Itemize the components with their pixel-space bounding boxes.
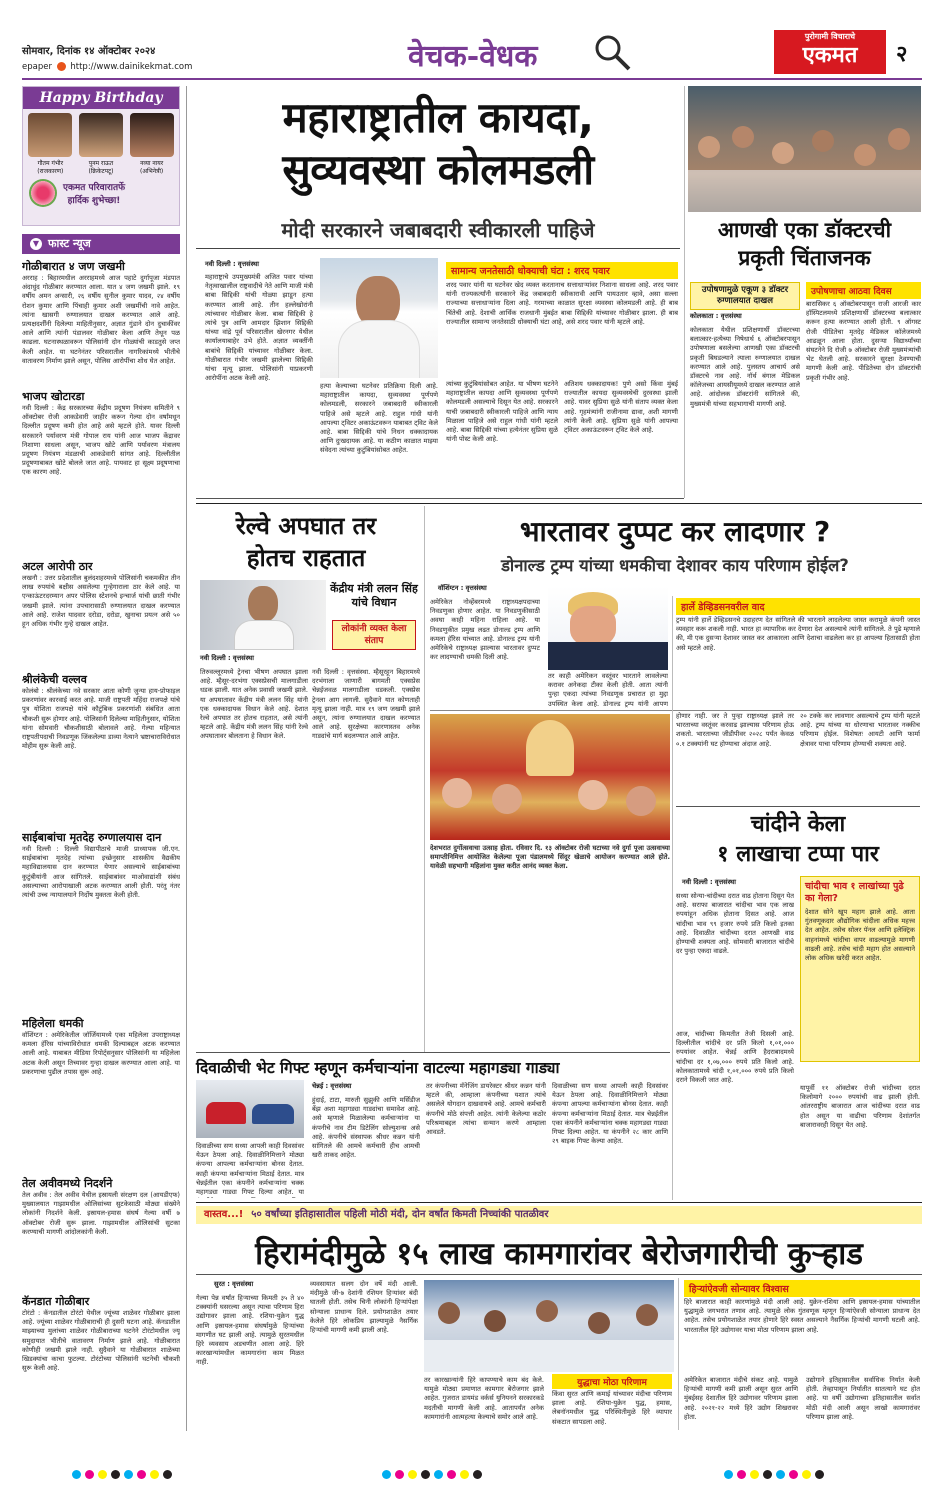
news-title: कॅनडात गोळीबार: [22, 1295, 90, 1308]
magnifier-icon: [592, 32, 632, 72]
silver-headline: [676, 810, 920, 870]
trump-deck: डोनाल्ड ट्रम्प यांच्या धमकीचा देशावर काय परिणाम होईल?: [501, 556, 849, 575]
lab-diamond-text: हिरे बाजारात काही कारणांमुळे मंदी आली आहे. युक्रेन-रशिया आणि इस्रायल-हमास यांच्यातील युद्धामुळे जगभरात तणाव आहे. त्यामुळे लोक गुंतवणूक म्हणून हिऱ्यांऐवजी सोन्याला प्राधान्य देत आहेत. तसेच प्रयोगशाळेत तयार होणारे हिरे स्वस्त असल्याने नैसर्गिक हिऱ्यांची मागणी घटली आहे. भारतातील हिरे उद्योगावर याचा मोठा परिणाम झाला आहे.: [684, 1298, 920, 1334]
doctor-headline-line2: प्रकृती चिंताजनक: [738, 246, 871, 270]
silver-dateline: नवी दिल्ली : वृत्तसंस्था: [682, 878, 736, 886]
railway-sub-line1: केंद्रीय मंत्री ललन सिंह: [330, 582, 418, 595]
lab-diamond-col1: अमेरिकेत बाजारात मंदीचे संकट आहे. यामुळे हिऱ्यांची मागणी कमी झाली असून सुरत आणि मुंबईसह देशातील हिरे उद्योगावर परिणाम झाला आहे. २०२१-२२ मध्ये हिरे उद्योग शिखरावर होता.: [684, 1376, 798, 1421]
birthday-title: Happy Birthday: [23, 87, 179, 109]
durga-festival-photo: [430, 714, 670, 840]
recession-col2: व्यवसायात सलग दोन वर्षे मंदी आली. मंदीमुळे जी-७ देशांनी रशियन हिऱ्यांवर बंदी घातली होती. तसेच चिनी लोकांनी हिऱ्यांपेक्षा सोन्याला प्राधान्य दिले. प्रयोगशाळेत तयार केलेले हिरे लोकप्रिय झाल्यामुळे नैसर्गिक हिऱ्यांची मागणी कमी झाली आहे.: [310, 1280, 418, 1335]
diwali-headline: दिवाळीची भेट गिफ्ट म्हणून कर्मचाऱ्यांना वाटल्या महागड्या गाड्या: [196, 1059, 560, 1077]
silver-top-rule: [676, 806, 920, 807]
trump-col1: अमेरिकेत नोव्हेंबरमध्ये राष्ट्राध्यक्षपदाच्या निवडणुका होणार आहेत. या निवडणुकीसाठी अवघा काही महिना राहिला आहे. या निवडणुकीत प्रमुख लढत डोनाल्ड ट्रम्प आणि कमला हॅरिस यांच्यात आहे. डोनाल्ड ट्रम्प यांनी अमेरिकेचे राष्ट्राध्यक्ष झाल्यास भारतावर दुप्पट कर लादण्याची धमकी दिली आहे.: [430, 598, 540, 662]
epaper-line[interactable]: [22, 62, 192, 72]
birthday-box: [22, 86, 180, 226]
lead-headline-line1: महाराष्ट्रातील कायदा,: [282, 93, 594, 142]
recession-kicker: वास्तव...!: [204, 1209, 244, 1220]
birthday-person-name: गौतम गंभीर: [37, 160, 64, 167]
news-text: वॉशिंग्टन : अमेरिकेतील जॉर्जियामध्ये एका महिलेला उपराष्ट्राध्यक्ष कमला हॅरिस यांच्याविरोधात धमकी दिल्याबद्दल अटक करण्यात आली आहे. याबाबत मीडिया रिपोर्ट्सनुसार पोलिसांनी या महिलेला अटक केली असून तिच्यावर गुन्हा दाखल करण्यात आला आहे. या प्रकरणाचा पुढील तपास सुरू आहे.: [22, 1031, 180, 1076]
recession-headline-rule: [196, 1274, 922, 1275]
recession-strap: [196, 1206, 922, 1224]
birthday-wish-line2: हार्दिक शुभेच्छा!: [67, 196, 121, 206]
birthday-person-role: (क्रिकेटपटू): [88, 168, 114, 175]
masthead-date: सोमवार, दिनांक १४ ऑक्टोबर २०२४: [22, 46, 156, 57]
harley-strap: हार्ले डेव्हिडसनवरील वाद: [676, 598, 920, 615]
recession-headline: हिरामंदीमुळे १५ लाख कामगारांवर बेरोजगारीची कुऱ्हाड: [255, 1236, 863, 1272]
doctor-box2: उपोषणाचा आठवा दिवस: [806, 282, 921, 299]
birthday-person: [26, 113, 74, 175]
upper-section-rule: [196, 503, 922, 504]
fast-news-title: फास्ट न्यूज: [48, 237, 91, 250]
silver-col2: आज, चांदीच्या किमतीत तेजी दिसली आहे. दिल्लीतील चांदीचे दर प्रति किलो १,०१,००० रुपयांवर आहेत. चेन्नई आणि हैदराबादमध्ये चांदीचा दर १,०७,००० रुपये प्रति किलो आहे. कोलकातामध्ये चांदी १,०१,००० रुपये प्रति किलो दराने विकली जात आहे.: [676, 1030, 794, 1085]
avatar: [28, 113, 72, 157]
pawar-text1: शरद पवार यांनी या घटनेवर खेद व्यक्त करतानाच सत्ताधाऱ्यांवर निशाना साधला आहे. शरद पवार यांनी राज्यकर्त्यांनी सरकारने केंद्र जबाबदारी स्वीकारावी आणि पायउतार व्हावे, असा सल्ला राज्याच्या सत्ताधाऱ्यांना दिला आहे. गरमाच्या काळात सुरक्षा व्यवस्था कोलमडली आहे. ही बाब चिंतेची आहे. देशाची आर्थिक राजधानी मुंबईत बाबा सिद्दिकी यांच्यावर गोळीबार झाला. ही बाब राज्यातील सामान्य जनतेसाठी धोक्याची घंटा आहे, असे शरद पवार यांनी म्हटले आहे.: [446, 281, 678, 326]
list-item: [22, 1294, 180, 1429]
birthday-person: [77, 113, 125, 175]
birthday-person-role: (राजकारण): [37, 168, 64, 175]
diwali-col3: दिवाळीच्या सण सध्या आपली काही दिवसांवर येऊन ठेपला आहे. दिवाळीनिमित्ताने मोठ्या कंपन्या आपल्या कर्मचाऱ्यांना बोनस देतात. काही कंपन्या कर्मचाऱ्यांना मिठाई देतात. मात्र चेन्नईतील एका कंपनीने कर्मचाऱ्यांना चक्क महागड्या गाड्या गिफ्ट दिल्या आहेत. या कंपनीने २८ कार आणि २९ बाइक गिफ्ट केल्या आहेत.: [552, 1082, 668, 1146]
avatar: [130, 113, 174, 157]
news-title: श्रीलंकेची वल्लव: [22, 673, 87, 686]
section-title-part1: वेचक-: [408, 39, 480, 74]
silver-divider: [672, 596, 673, 1200]
list-item: [22, 1016, 180, 1173]
recession-top-rule: [196, 1202, 922, 1203]
trump-bottom-rule: [430, 710, 920, 711]
durga-caption: देशभरात दुर्गोत्सवाचा उत्साह होता. रविवार दि. १३ ऑक्टोबर रोजी घटाच्या नवे दुर्गा पूजा उत्सवाच्या समाप्तीनिमित्त आयोजित केलेल्या पूजा पंडालमध्ये सिंदूर खेळाचे आयोजन करण्यात आले होते. यावेळी सहभागी महिलांना मुक्त करीत आनंद व्यक्त केला.: [430, 844, 670, 871]
harley-col1: होणार नाही. जर ते पुन्हा राष्ट्राध्यक्ष झाले तर भारताच्या वस्तूंवर करवाढ झाल्यास परिणाम होऊ शकतो. भारताच्या जीडीपीवर २०२८ पर्यंत केवळ ०.१ टक्क्यांनी घट होण्याचा अंदाज आहे.: [676, 712, 794, 748]
diamond-workers-photo: [424, 1280, 674, 1372]
silver-box-text: देशात सोने खूप महाग झाले आहे. आता गुंतवणूकदार औद्योगिक चांदीला अधिक महत्त्व देत आहेत. तसेच सोलर पॅनल आणि इलेक्ट्रिक वाहनांमध्ये चांदीचा वापर वाढल्यामुळे मागणी वाढली आहे. तसेच चांदी महाग होत असल्याने लोक अधिक खरेदी करत आहेत.: [805, 908, 915, 963]
recession-divider: [678, 1278, 679, 1430]
recession-col1: गेल्या पेन्न वर्षांत हिऱ्याच्या किमती ३५ ते ४० टक्क्यांनी घसरल्या असून त्याचा परिणाम हिरा उद्योगावर झाला आहे. रशिया-युक्रेन युद्ध आणि इस्रायल-हमास संघर्षामुळे हिऱ्यांच्या मागणीत घट झाली आहे. त्यामुळे सुरतमधील हिरे व्यवसाय अडचणीत आला आहे. हिरे कारखान्यांमधील कामगारांना काम मिळत नाही.: [196, 1294, 304, 1367]
news-title: भाजप खोटारडा: [22, 390, 85, 403]
lab-diamond-strap: हिऱ्यांऐवजी सोन्यावर विश्वास: [684, 1280, 920, 1297]
diwali-col1: दिवाळीच्या सण सध्या आपली काही दिवसांवर येऊन ठेपला आहे. दिवाळीनिमित्ताने मोठ्या कंपन्या आपल्या कर्मचाऱ्यांना बोनस देतात. काही कंपन्या कर्मचाऱ्यांना मिठाई देतात. मात्र चेन्नईतील एका कंपनीने कर्मचाऱ्यांना चक्क महागड्या गाड्या गिफ्ट दिल्या आहेत. या: [196, 1142, 304, 1197]
trump-headline: भारतावर दुप्पट कर लादणार ?: [519, 515, 831, 548]
birthday-person-name: नव्या नायर: [140, 160, 164, 167]
railway-col1: तिरुवल्लूरमध्ये ट्रेनचा भीषण अपघात झाला आहे. म्हैसूर-दरभंगा एक्सप्रेसची मालगाडीला धडक झाली. यात अनेक प्रवासी जखमी झाले. या अपघातावर केंद्रीय मंत्री ललन सिंह यांनी एक धक्कादायक विधान केले आहे. देशात रेल्वे अपघात तर होतच राहतात, असे त्यांनी म्हटले आहे. केंद्रीय मंत्री ललन सिंह यांनी रेल्वे अपघातावर बोलताना हे विधान केले.: [200, 668, 308, 741]
recession-dateline: सुरत : वृत्तसंस्था: [214, 1280, 254, 1288]
news-title: तेल अवीवमध्ये निदर्शने: [22, 1177, 113, 1190]
page-number: २: [896, 42, 908, 67]
diwali-col2: हुंदाई, टाटा, मारुती सुझुकी आणि मर्सिडीज बेंझ अशा महागड्या गाड्यांचा समावेश आहे. असे म्हणाले मिळालेल्या कर्मचाऱ्यांना या कंपनीचे नाव टीम डिटेलिंग सोल्युशन्स असे आहे. कंपनीचे संस्थापक श्रीधर कन्नन यांनी सांगितले की आमचे कर्मचारी हीच आमची खरी ताकद आहेत.: [312, 1096, 420, 1160]
news-title: साईबाबांचा मृतदेह रुग्णालयास दान: [22, 831, 162, 844]
brand-tagline: पुरोगामी विचाराचे: [804, 32, 856, 41]
lead-deck: मोदी सरकारने जबाबदारी स्वीकारली पाहिजे: [281, 218, 595, 242]
list-item: [22, 830, 180, 1013]
pawar-text2: अतिशय धक्कादायक! पुणे असो किंवा मुंबई राज्यातील कायदा सुव्यवस्थेची दुरवस्था झाली आहे. यावर सुप्रिया सुळे यांनी संताप व्यक्त केला आहे. गृहमंत्र्यांनी राजीनामा द्यावा, अशी मागणी त्यांनी केली आहे. सुप्रिया सुळे यांनी आपल्या ट्विटर अकाऊंटवरून ट्विट केले आहे.: [564, 380, 678, 435]
recession-col5: किंवा सुरत आणि कमाई यांच्यावर मंदीचा परिणाम झाला आहे. रशिया-युक्रेन युद्ध, हमास, लेबनॉनमधील युद्ध परिस्थितीमुळे हिरे व्यापार संकटात सापडला आहे.: [552, 1390, 672, 1426]
news-text: अरराह : बिहारमधील अरराहमध्ये आज पहाटे दुर्गापूजा मंडपात अंदाधुंद गोळीबार करण्यात आला. यात ४ जण जखमी झाले. १९ वर्षीय अमन अन्सारी, २६ वर्षीय सुनील कुमार यादव, २४ वर्षीय रोशन कुमार आणि पिंचाही कुमार अशी जखमींची नावे आहेत. त्यांना खासगी रुग्णालयात दाखल करण्यात आले आहे. प्रत्यक्षदर्शींनी दिलेल्या माहितीनुसार, अज्ञात गुंडाने दोन दुचाकींवर आले आणि त्यांनी पंडालवर गोळीबार केला आणि तेथून पळ काढला. घटनास्थळावरून पोलिसांनी दोन गोळ्यांची काडतुसे जप्त केली आहेत. या घटनेनंतर परिसरातील नागरिकांमध्ये भीतीचे वातावरण निर्माण झाले असून, पोलिस आरोपींचा शोध घेत आहेत.: [22, 274, 180, 365]
pawar-strap: सामान्य जनतेसाठी धोक्याची घंटा : शरद पवार: [446, 262, 678, 279]
birthday-person: [128, 113, 176, 175]
railway-headline: [196, 510, 416, 574]
avatar: [79, 113, 123, 157]
globe-icon: [57, 62, 66, 71]
lab-diamond-col2: उद्योगाने इतिहासातील सर्वाधिक निर्यात केली होती. तेव्हापासून निर्यातीत सातत्याने घट होत आहे. या वर्षी उद्योगाच्या इतिहासातील सर्वात मोठी मंदी आली असून लाखो कामगारांवर परिणाम झाला आहे.: [806, 1376, 920, 1421]
doctor-col1: कोलकाता येथील प्रशिक्षणार्थी डॉक्टरच्या बलात्कार-हत्येच्या निषेधार्थ ६ ऑक्टोबरपासून उपोषणाला बसलेल्या आणखी एका डॉक्टरची प्रकृती बिघडल्याने त्याला रुग्णालयात दाखल करण्यात आले आहे. पुलस्तय आचार्य असे डॉक्टरचे नाव आहे. नॉर्थ बंगाल मेडिकल कॉलेजच्या आयसीयूमध्ये दाखल करण्यात आले आहे. आंदोलक डॉक्टरांनी सांगितले की, मुख्यमंत्री यांच्या सहभागाची मागणी आहे.: [690, 326, 800, 408]
recession-col3: तर कारखान्यांनी हिरे कापण्याचे काम बंद केले. यामुळे मोठ्या प्रमाणात कामगार बेरोजगार झाले आहेत. गुजरात डायमंड वर्कर्स युनियनने सरकारकडे मदतीची मागणी केली आहे. आतापर्यंत अनेक कामगारांनी आत्महत्या केल्याचे समोर आले आहे.: [424, 1376, 544, 1421]
railway-headline-line2: होतच राहतात: [246, 544, 366, 572]
news-text: तेल अवीव : तेल अवीव येथील इस्रायली संरक्षण दल (आयडीएफ) मुख्यालयात गाझामधील ओलिसांच्या सुटकेसाठी मोठ्या संख्येने लोकांनी निदर्शने केली. इस्रायल-हमास संघर्ष गेल्या वर्षी ७ ऑक्टोबर रोजी सुरू झाला. गाझामधील ओलिसांची सुटका करण्याची मागणी आंदोलकांनी केली.: [22, 1191, 180, 1236]
registration-marks-center: [382, 1464, 486, 1483]
harley-col2: २० टक्के कर लावणार असल्याचे ट्रम्प यांनी म्हटले आहे. ट्रम्प यांच्या या धोरणाचा भारतावर नक्कीच परिणाम होईल. विशेषतः आयटी आणि फार्मा क्षेत्रावर याचा परिणाम होण्याची शक्यता आहे.: [800, 712, 920, 748]
doctor-box1: उपोषणामुळे एकूण ३ डॉक्टर रुग्णालयात दाखल: [690, 282, 800, 310]
lead-headline-line2: सुव्यवस्था कोलमडली: [282, 145, 594, 194]
silver-box-title: चांदीचा भाव १ लाखांच्या पुढे का गेला?: [805, 881, 904, 904]
railway-sub: [326, 582, 422, 610]
diwali-dateline: चेन्नई : वृत्तसंस्था: [312, 1082, 352, 1090]
silver-col1: सध्या सोन्या-चांदीच्या दरात वाढ होताना दिसून येत आहे. सराफा बाजारात चांदीचा भाव एक लाख रुपयांहून अधिक होताना दिसत आहे. आज चांदीचा भाव ९९ हजार रुपये प्रति किलो इतका आहे. दिवाळीत चांदीच्या दरात आणखी वाढ होण्याची शक्यता आहे. सोमवारी बाजारात चांदीचे दर पुन्हा एकदा वाढले.: [676, 892, 794, 956]
list-item: [22, 1176, 180, 1291]
recession-photo-caption: युद्धाचा मोठा परिणाम: [552, 1374, 672, 1389]
fast-news-header: [22, 234, 180, 254]
doctor-headline: [688, 216, 921, 272]
registration-marks-right: [724, 1464, 828, 1483]
doctors-protest-photo: [688, 86, 921, 212]
trump-dateline: वॉशिंग्टन : वृत्तसंस्था: [438, 584, 487, 592]
brand-name: एकमत: [802, 42, 858, 68]
news-text: लखनौ : उत्तर प्रदेशातील बुलंदशहरमध्ये पोलिसांनी चकमकीत तीन लाख रुपयांचे बक्षीस असलेल्या गुन्हेगाराला ठार केले आहे. या एन्काऊंटरदरम्यान अपर पोलिस स्टेशनचे इन्चार्ज यांची छाती गंभीर जखमी झाले. त्यांना उपचारासाठी रुग्णालयात दाखल करण्यात आले आहे. राजेश यादवार दरोडा, दरोडा, खुनाचा प्रयत्न असे ५० हून अधिक गंभीर गुन्हे दाखल आहेत.: [22, 574, 180, 629]
registration-marks-left: [72, 1464, 176, 1483]
section-title-part2: वेधक: [479, 39, 538, 74]
doctor-col2: बारासिकर ६ ऑक्टोबरपासून राजी आरजी कार हॉस्पिटलमध्ये प्रशिक्षणार्थी डॉक्टरच्या बलात्कार करून हत्या करण्यात आली होती. ९ ऑगस्ट रोजी पीडितेचा मृतदेह मेडिकल कॉलेजमध्ये आढळून आला होता. दुसऱ्या विद्यार्थ्यांच्या संघटनेने दि रोजी ७ ऑक्टोबर रोजी मुख्यमंत्र्यांची भेट घेतली आहे. सरकारने सुरक्षा ठेवण्याची मागणी केली आहे. पीडितेच्या दोन डॉक्टरांची प्रकृती गंभीर आहे.: [806, 300, 921, 382]
railway-sub-line2: यांचे विधान: [351, 596, 397, 609]
news-title: गोळीबारात ४ जण जखमी: [22, 260, 125, 273]
lead-dateline: नवी दिल्ली : वृत्तसंस्था: [205, 260, 259, 268]
list-item: [22, 672, 180, 827]
lead-col3: त्यांच्या कुटुंबियांसोबत आहेत. या भीषण घटनेने महाराष्ट्रातील कायदा आणि सुव्यवस्था पूर्णपणे कोलमडली असल्याचे दिसून येत आहे. सरकारने याची जबाबदारी स्वीकारली पाहिजे आणि न्याय मिळाला पाहिजे असे राहुल गांधी यांनी म्हटले आहे. बाबा सिद्दिकी यांच्या हत्येनंतर सुप्रिया सुळे यांनी पोस्ट केली आहे.: [446, 380, 558, 444]
silver-box: [800, 876, 920, 1062]
news-text: टोरंटो : कॅनडातील टोरंटो येथील ज्यूंच्या शाळेवर गोळीबार झाला आहे. ज्यूंच्या शाळेवर गोळीबाराची ही दुसरी घटना आहे. कॅनडातील माझ्याच्या मुलांच्या शाळेवर गोळीबाराच्या घटनेने टोरंटोमधील ज्यू समुदायात भीतीचे वातावरण निर्माण झाले आहे. गोळीबारात कोणीही जखमी झाले नाही. सुदैवाने या गोळीबारात शाळेच्या खिडक्यांचा काचा फुटल्या. टोरंटोच्या पोलिसांनी घटनेची चौकशी सुरू केली आहे.: [22, 1309, 180, 1373]
left-column-divider: [186, 86, 187, 1431]
birthday-wish-line1: एकमत परिवारातर्फे: [63, 183, 126, 193]
silver-headline-line1: चांदीने केला: [750, 812, 846, 837]
diwali-top-rule: [196, 1052, 670, 1053]
doctor-dateline: कोलकाता : वृत्तसंस्था: [690, 312, 742, 320]
silver-col3: यापूर्वी ११ ऑक्टोबर रोजी चांदीच्या दरात किलोमागे २००० रुपयांची वाढ झाली होती. आंतरराष्ट्रीय बाजारात आज चांदीच्या दरात वाढ होत असून या वाढीचा परिणाम देशांतर्गत बाजारावरही दिसून येत आहे.: [800, 1084, 920, 1129]
lead-headline: [196, 92, 680, 196]
birthday-person-name: पुनम राऊत: [88, 160, 114, 167]
trump-col2: तर काही अमेरिकन वस्तूंवर भारताने लावलेल्या करावर अनेकदा टीका केली होती. आता त्यांनी पुन्हा एकदा त्यांच्या निवडणूक प्रचारात हा मुद्दा उपस्थित केला आहे. डोनाल्ड ट्रम्प यांनी आपण: [548, 672, 668, 708]
news-title: महिलेला धमकी: [22, 1017, 84, 1030]
list-item: [22, 559, 180, 669]
rahul-gandhi-photo: [320, 258, 438, 378]
silver-headline-line2: १ लाखाचा टप्पा पार: [717, 842, 879, 867]
brand-box: [774, 30, 886, 74]
birthday-person-role: (अभिनेत्री): [140, 168, 164, 175]
lead-bottom-rule: [196, 498, 684, 499]
list-item: [22, 259, 180, 386]
railway-headline-line1: रेल्वे अपघात तर: [235, 512, 377, 540]
section-title: [408, 34, 537, 75]
list-item: [22, 389, 180, 556]
center-divider: [684, 86, 685, 498]
railway-col2: नवी दिल्ली : वृत्तसंस्था. म्हैसूरहून बिहारमध्ये दरभंगाला जाणारी बागमती एक्सप्रेस चेन्नईजवळ मालगाडीला धडकली. एक्स्प्रेस ट्रेनला आग लागली. सुदैवाने यात कोणताही मृत्यू झाला नाही. मात्र १९ जण जखमी झाले असून, त्यांना रुग्णालयात दाखल करण्यात आले आहे. सुरक्षेच्या कारणास्तव अनेक गाड्यांचे मार्ग बदलण्यात आले आहेत.: [312, 668, 420, 741]
header-rule: [22, 78, 922, 80]
website-url[interactable]: http://www.dainikekmat.com: [70, 62, 193, 72]
lead-col2: हत्या केल्याच्या घटनेवर प्रतिक्रिया दिली आहे. महाराष्ट्रातील कायदा, सुव्यवस्था पूर्णपणे कोलमडली, सरकारने जबाबदारी स्वीकारली पाहिजे असे म्हटले आहे. राहुल गांधी यांनी आपल्या ट्विटर अकाऊंटवरून याबाबत ट्विट केले आहे. बाबा सिद्दिकी यांचे निधन धक्कादायक आणि दुःखदायक आहे. या कठीण काळात माझ्या संवेदना त्यांच्या कुटुंबियांसोबत आहेत.: [320, 382, 438, 455]
lalan-singh-photo: [200, 580, 326, 650]
news-text: नवी दिल्ली : दिल्ली विद्यापीठाचे माजी प्राध्यापक जी.एन. साईबाबांचा मृतदेह त्यांच्या इच्छेनुसार शासकीय वैद्यकीय महाविद्यालयास दान करण्यात येणार असल्याचे साईबाबांच्या कुटुंबीयांनी आज सांगितले. साईबाबांवर माओवाद्यांशी संबंध असल्याच्या आरोपाखाली अटक करण्यात आली होती. परंतु नंतर त्यांची उच्च न्यायालयाने निर्दोष मुक्तता केली होती.: [22, 845, 180, 900]
news-title: अटल आरोपी ठार: [22, 560, 93, 573]
railway-divider: [424, 506, 425, 1052]
flower-bouquet-icon: [29, 179, 57, 207]
news-text: कोलंबो : श्रीलंकेच्या नवे सरकार आता कोणी जुन्या हाय-प्रोफाइल प्रकरणांवर कारवाई करत आहे. माजी राष्ट्रपती महिंदा राजपक्षे यांचे पुत्र योशिता राजपक्षे यांचे कौटुंबिक प्रकरणांशी संबंधित आता चौकशी सुरू होणार आहे. पोलिसांनी दिलेल्या माहितीनुसार, योशिता यांना सोमवारी चौकशीसाठी बोलावले आहे. गेल्या महिन्यात राष्ट्रपतीपदाची निवडणूक जिंकलेल्या डाव्या नेत्याने भ्रष्टाचाराविरोधात मोहीम सुरू केली आहे.: [22, 687, 180, 751]
harley-text: ट्रम्प यांनी हार्ले डेव्हिडसनचे उदाहरण देत सांगितले की भारताने लादलेल्या जास्त करामुळे कंपनी जास्त व्यवहार करू शकली नाही. भारत हा व्यापारिक कर देणारा देश असल्याचे त्यांनी सांगितले. ते पुढे म्हणाले की, मी एक दुसऱ्या देशावर जास्त कर आकारला आणि देशाचा वाढलेला कर हा आपल्या हितासाठी होता असे म्हटले आहे.: [676, 616, 920, 652]
lead-deck-rule: [196, 248, 680, 249]
cars-photo: [196, 1080, 304, 1138]
lead-col1: महाराष्ट्राचे उपमुख्यमंत्री अजित पवार यांच्या नेतृत्वाखालील राष्ट्रवादीचे नेते आणि माजी मंत्री बाबा सिद्दिकी यांची गोळ्या झाडून हत्या करण्यात आली आहे. तीन हल्लेखोरांनी त्यांच्यावर गोळीबार केला. बाबा सिद्दिकी हे त्यांचे पुत्र आणि आमदार झिशान सिद्दिकी यांच्या वांद्रे पूर्व परिसरातील खेरनगर येथील कार्यालयाबाहेर उभे होते. अज्ञात व्यक्तींनी बाबांचे सिद्दिकी यांच्यावर गोळीबार केला. गोळीबारात गंभीर जखमी झालेल्या सिद्दिकी यांचा मृत्यू झाला. पोलिसांनी याप्रकरणी आरोपींना अटक केली आहे.: [205, 273, 313, 383]
railway-badge: लोकांनी व्यक्त केला संताप: [332, 620, 416, 650]
chevron-down-icon: ▼: [30, 238, 42, 250]
doctor-headline-line1: आणखी एका डॉक्टरची: [717, 218, 892, 242]
diwali-col2b: तर कंपनीच्या मॅनेजिंग डायरेक्टर श्रीधर कन्नन यांनी म्हटले की, आम्हाला कंपनीच्या यशात त्यांचे असलेले योगदान दाखवायचे आहे. आमचे कर्मचारी कंपनीचे मोठे संपत्ती आहेत. त्यांनी केलेल्या कठोर परिश्रमाबद्दल त्यांचा सन्मान करणे आम्हाला आवडते.: [426, 1082, 546, 1137]
railway-dateline: नवी दिल्ली : वृत्तसंस्था: [200, 654, 254, 662]
epaper-label: epaper: [22, 62, 52, 72]
fast-news-list: [22, 259, 180, 1429]
news-text: नवी दिल्ली : केंद्र सरकारच्या केंद्रीय प्रदूषण नियंत्रण समितीने ९ ऑक्टोबर रोजी आकडेवारी जाहीर करून गेल्या दोन वर्षांमधून दिल्लीत प्रदूषण कमी होत आहे असे म्हटले होते. यावर दिल्ली सरकारने पर्यावरण मंत्री गोपाल राय यांनी आज भाजप केंद्रावर निशाणा साधला असून, भाजप खोटे आणि पर्यावरण मंत्रालय प्रदूषण नियंत्रण मंडळाची आकडेवारी सांगत आहे. दिल्लीतील प्रदूषणाबाबत खोटे बोलले जात आहे. पायवाट हा सूक्ष्म प्रदूषणाचा एक कारण आहे.: [22, 404, 180, 477]
recession-strap-text: ५० वर्षांच्या इतिहासातील पहिली मोठी मंदी, दोन वर्षांत किमती निच्चांकी पातळीवर: [251, 1209, 549, 1220]
